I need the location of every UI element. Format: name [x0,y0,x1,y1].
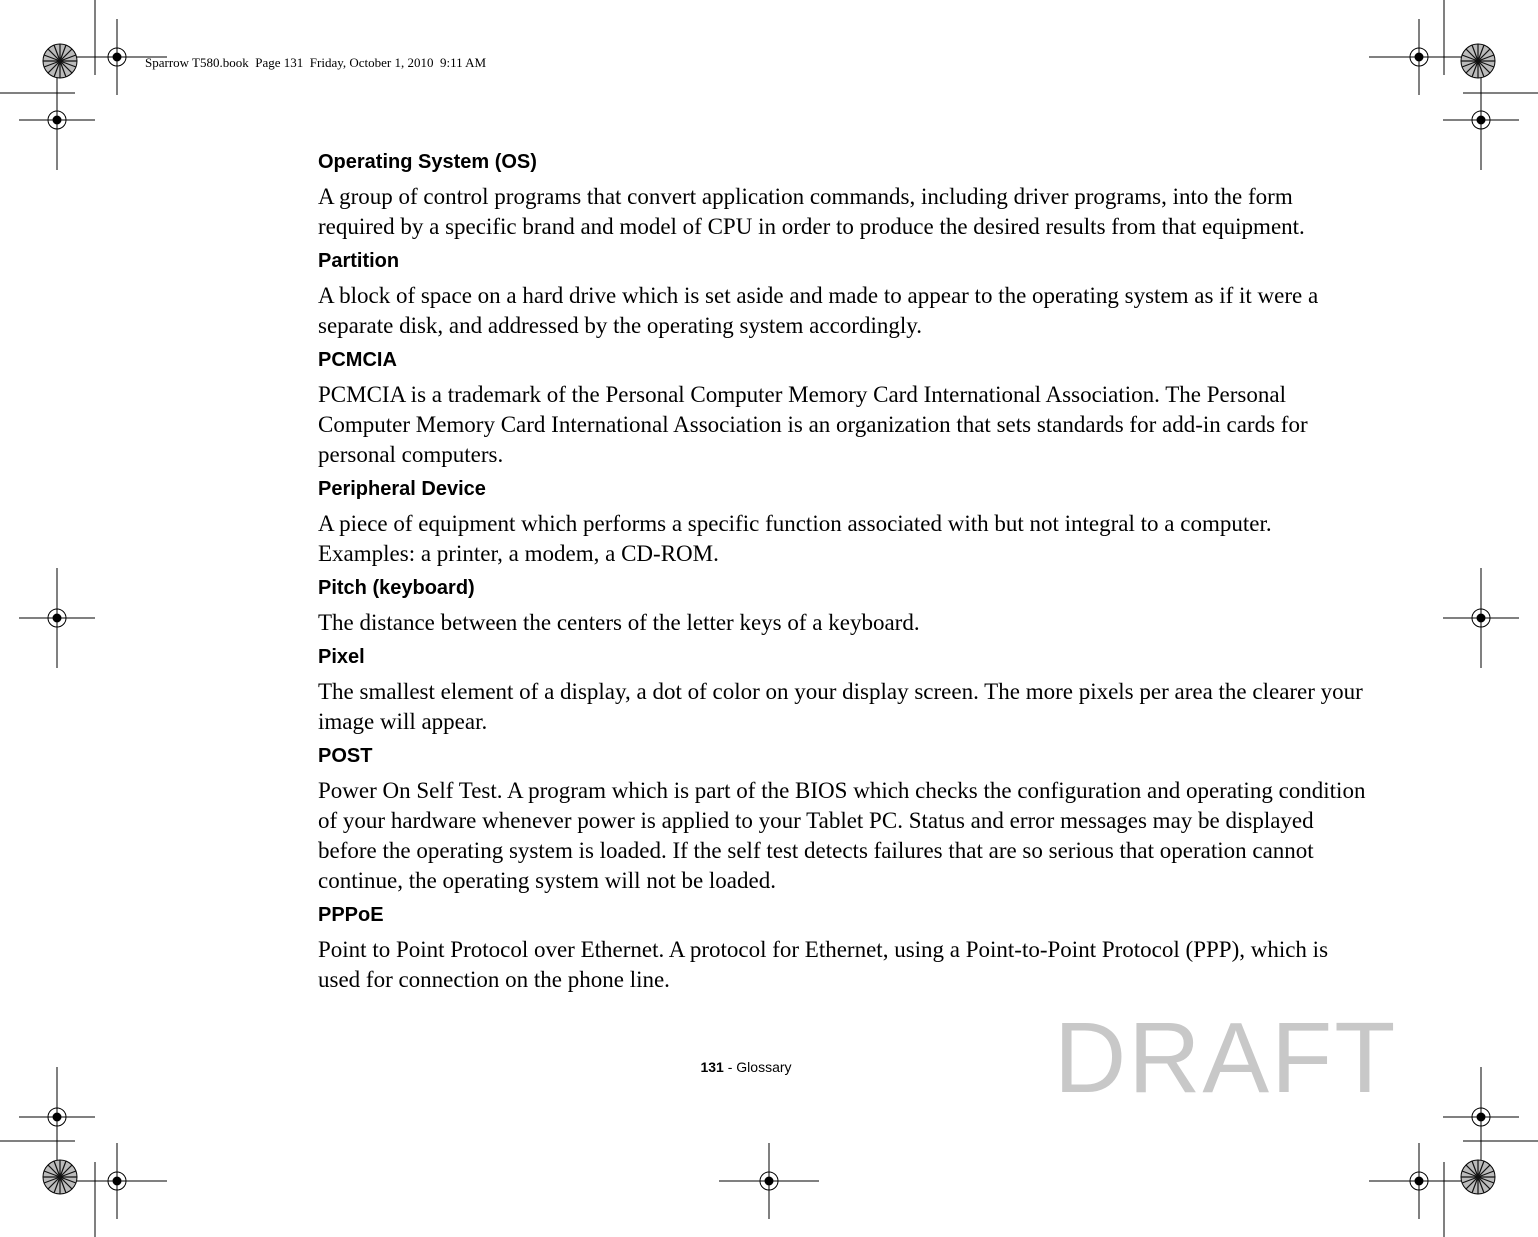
glossary-definition: A block of space on a hard drive which is set aside and made to appear to the operating system as if it were a separate disk, and addressed by the operating system accordingly. [318,283,1319,338]
glossary-definition: A group of control programs that convert application commands, including driver programs, into the form required by a specific brand and model of CPU in order to produce the desired results from that equipment. [318,184,1305,239]
glossary-term: PPPoE [318,904,384,926]
glossary-entry [318,247,1370,341]
footer-separator: - [723,1059,737,1075]
glossary-definition: Power On Self Test. A program which is part of the BIOS which checks the configuration and operating condition of your hardware whenever power is applied to your Tablet PC. Status and error messages may be displayed before the operating system is loaded. If the self test detects failures that are so serious that operation cannot continue, the operating system will not be loaded. [318,778,1366,893]
glossary-term: POST [318,745,373,767]
glossary-term: Pitch (keyboard) [318,577,475,599]
glossary-term: Pixel [318,646,365,668]
draft-watermark: DRAFT [1054,1002,1398,1114]
glossary-term: PCMCIA [318,349,397,371]
page-number: 131 [700,1059,724,1075]
glossary-definition: PCMCIA is a trademark of the Personal Computer Memory Card International Association. The Personal Computer Memory Card International Association is an organization that sets standards for add-in cards for personal computers. [318,382,1308,467]
glossary-definition: A piece of equipment which performs a specific function associated with but not integral to a computer. Examples: a printer, a modem, a CD-ROM. [318,511,1272,566]
glossary-entry [318,475,1370,569]
glossary-entry [318,574,1370,638]
glossary-entry [318,643,1370,737]
glossary-entry [318,148,1370,242]
glossary-definition: The smallest element of a display, a dot of color on your display screen. The more pixels per area the clearer your image will appear. [318,679,1363,734]
glossary-definition: The distance between the centers of the letter keys of a keyboard. [318,610,920,635]
print-slug: Sparrow T580.book Page 131 Friday, October 1, 2010 9:11 AM [145,55,487,70]
glossary-entry [318,742,1370,896]
glossary-definition: Point to Point Protocol over Ethernet. A protocol for Ethernet, using a Point-to-Point Protocol (PPP), which is used for connection on the phone line. [318,937,1329,992]
glossary-entry [318,346,1370,470]
glossary-term: Partition [318,250,400,272]
glossary-term: Peripheral Device [318,478,486,500]
glossary-entry [318,901,1370,995]
glossary-content [318,148,1370,1000]
footer-section: Glossary [736,1059,792,1075]
glossary-term: Operating System (OS) [318,151,537,173]
